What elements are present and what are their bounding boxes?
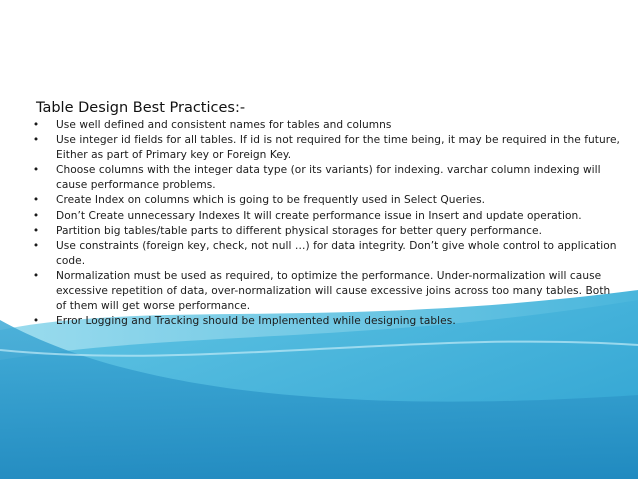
bullet-icon: •: [32, 239, 40, 252]
list-item: • Create Index on columns which is going to be frequently used in Select Queries.: [36, 193, 622, 208]
bullet-icon: •: [32, 315, 40, 328]
bullet-list: [32, 118, 622, 329]
list-item: • Error Logging and Tracking should be Implemented while designing tables.: [36, 314, 622, 329]
list-item: • Don’t Create unnecessary Indexes It will create performance issue in Insert and update operation.: [36, 209, 622, 224]
bullet-icon: •: [32, 224, 40, 237]
list-item: • Partition big tables/table parts to different physical storages for better query performance.: [36, 224, 622, 239]
list-item: • Normalization must be used as required, to optimize the performance. Under-normalization will cause excessive repetition of data, over-normalization will cause excessive joins across too many tables. Both of them will get worse performance.: [32, 269, 611, 313]
bullet-icon: •: [32, 134, 40, 147]
slide-title: Table Design Best Practices:-: [36, 100, 246, 116]
list-item: • Choose columns with the integer data type (or its variants) for indexing. varchar column indexing will cause performance problems.: [32, 164, 601, 192]
list-item: • Use well defined and consistent names for tables and columns: [36, 118, 622, 133]
list-item: • Use constraints (foreign key, check, not null …) for data integrity. Don’t give whole control to application code.: [32, 239, 617, 267]
list-item: • Use integer id fields for all tables. If id is not required for the time being, it may be required in the future, Either as part of Primary key or Foreign Key.: [32, 134, 620, 162]
bullet-icon: •: [32, 269, 40, 282]
slide-content: [32, 99, 622, 329]
bullet-icon: •: [32, 209, 40, 222]
bullet-icon: •: [32, 194, 40, 207]
bullet-icon: •: [32, 164, 40, 177]
bullet-icon: •: [32, 119, 40, 131]
